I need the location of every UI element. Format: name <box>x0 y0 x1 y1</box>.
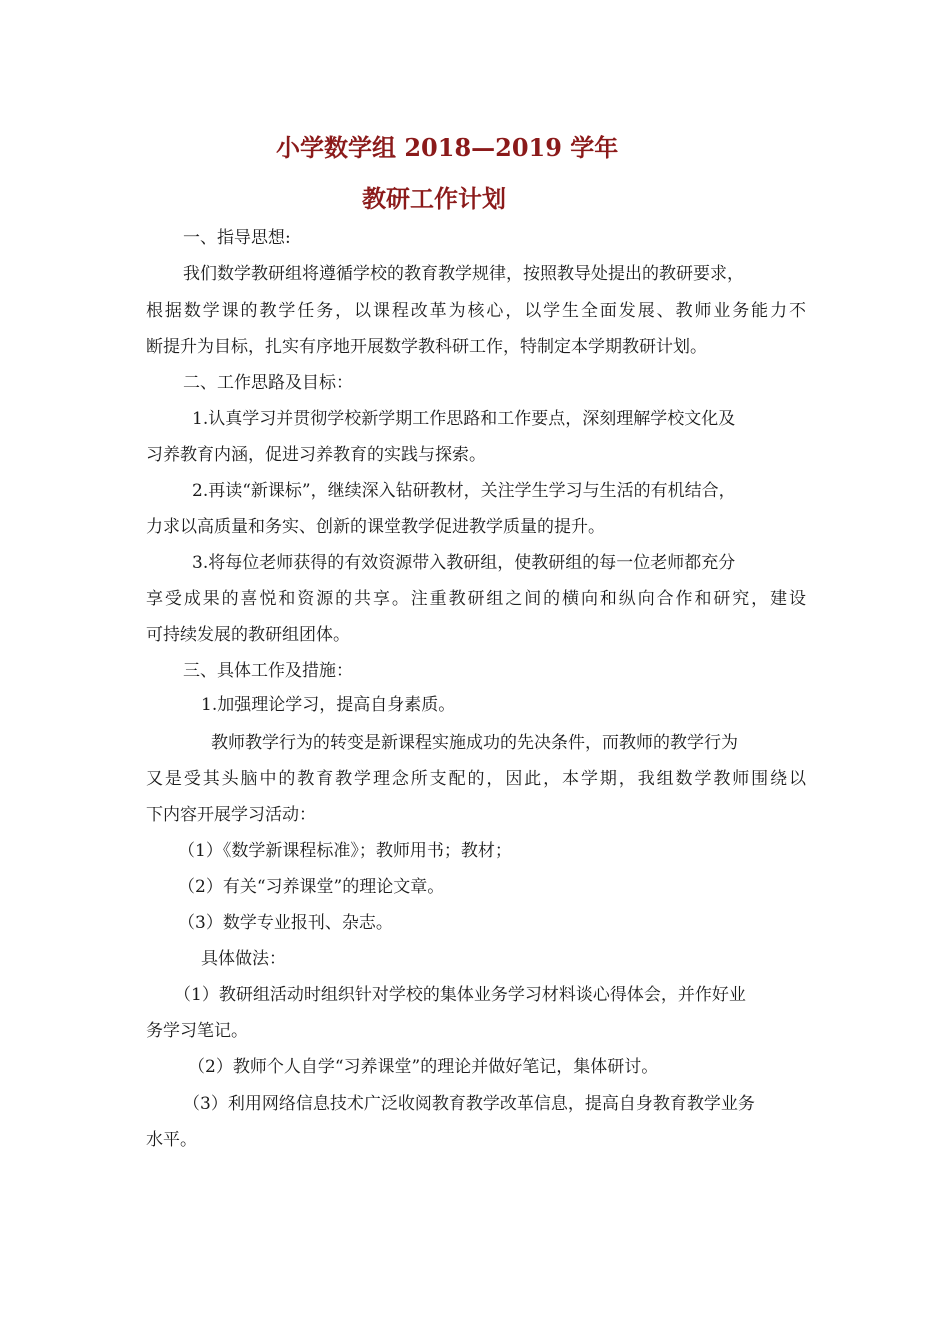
section-heading-guiding-ideology: 一、指导思想: <box>183 228 291 248</box>
list-item: （1）教研组活动时组织针对学校的集体业务学习材料谈心得体会，并作好业 <box>174 985 746 1005</box>
list-item: （2）有关“习养课堂”的理论文章。 <box>178 877 445 897</box>
paragraph-line: 力求以高质量和务实、创新的课堂教学促进教学质量的提升。 <box>146 517 605 537</box>
paragraph-line: 可持续发展的教研组团体。 <box>146 625 350 645</box>
section-heading-work-ideas: 二、工作思路及目标： <box>183 373 353 393</box>
list-item: （3）数学专业报刊、杂志。 <box>178 913 393 933</box>
document-title: 小学数学组 2018—2019 学年 <box>276 133 619 162</box>
list-item: （1）《数学新课程标准》；教师用书；教材； <box>178 841 512 861</box>
paragraph-line: 水平。 <box>146 1130 197 1150</box>
paragraph-line: 下内容开展学习活动： <box>146 805 316 825</box>
subsection-heading: 1.加强理论学习，提高自身素质。 <box>201 695 456 715</box>
subsection-heading: 具体做法： <box>201 949 286 969</box>
paragraph-line: 我们数学教研组将遵循学校的教育教学规律，按照教导处提出的教研要求， <box>183 264 744 284</box>
paragraph-line: 享受成果的喜悦和资源的共享。注重教研组之间的横向和纵向合作和研究，建设 <box>146 589 806 609</box>
document-subtitle: 教研工作计划 <box>362 184 506 213</box>
paragraph-line: 教师教学行为的转变是新课程实施成功的先决条件，而教师的教学行为 <box>211 733 738 753</box>
paragraph-line: 习养教育内涵，促进习养教育的实践与探索。 <box>146 445 486 465</box>
paragraph-line: 务学习笔记。 <box>146 1021 248 1041</box>
list-item: （3）利用网络信息技术广泛收阅教育教学改革信息，提高自身教育教学业务 <box>183 1094 755 1114</box>
paragraph-line: 1.认真学习并贯彻学校新学期工作思路和工作要点，深刻理解学校文化及 <box>192 409 736 429</box>
paragraph-line: 又是受其头脑中的教育教学理念所支配的，因此，本学期，我组数学教师围绕以 <box>146 769 806 789</box>
paragraph-line: 断提升为目标，扎实有序地开展数学教科研工作，特制定本学期教研计划。 <box>146 337 707 357</box>
paragraph-line: 2.再读“新课标”，继续深入钻研教材，关注学生学习与生活的有机结合， <box>192 481 736 501</box>
list-item: （2）教师个人自学“习养课堂”的理论并做好笔记，集体研讨。 <box>188 1057 659 1077</box>
paragraph-line: 3.将每位老师获得的有效资源带入教研组，使教研组的每一位老师都充分 <box>192 553 736 573</box>
section-heading-measures: 三、具体工作及措施： <box>183 661 353 681</box>
paragraph-line: 根据数学课的教学任务，以课程改革为核心，以学生全面发展、教师业务能力不 <box>146 301 806 321</box>
